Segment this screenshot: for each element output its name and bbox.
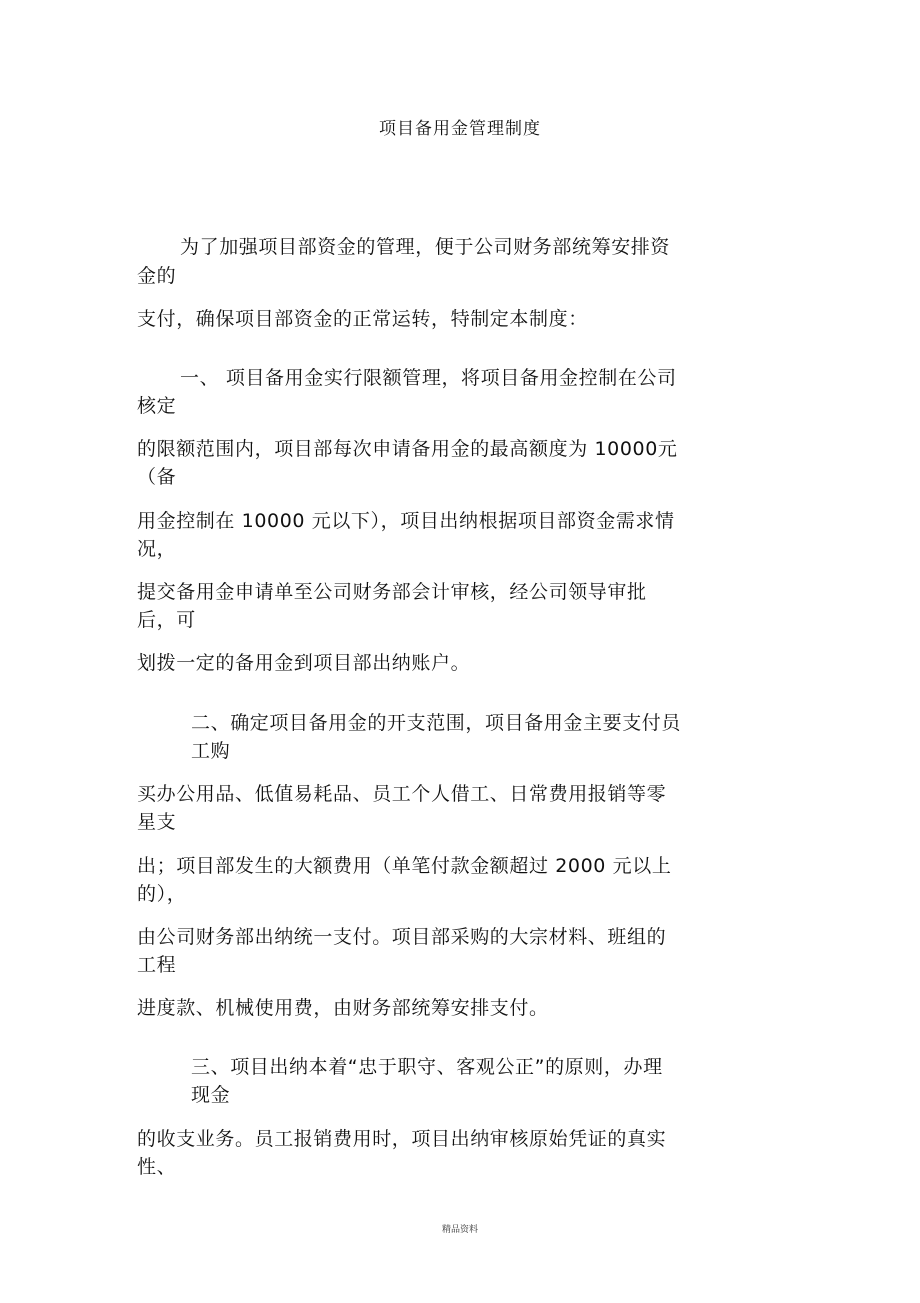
text-line: 金的 [137,265,177,287]
text-line: 提交备用金申请单至公司财务部会计审核，经公司领导审批 [137,581,647,603]
text-line: 的）， [137,883,187,905]
text-line: 进度款、机械使用费，由财务部统筹安排支付。 [137,997,549,1019]
text-line: 星支 [137,811,177,833]
text-line: 况， [137,538,177,560]
text-line: 一、 项目备用金实行限额管理，将项目备用金控制在公司 [180,367,677,389]
text-line: 为了加强项目部资金的管理，便于公司财务部统筹安排资 [180,236,671,258]
text-line: 出；项目部发生的大额费用（单笔付款金额超过 2000 元以上 [137,855,672,877]
text-line: 工购 [191,740,231,762]
text-line: 二、确定项目备用金的开支范围，项目备用金主要支付员 [191,712,682,734]
page-title: 项目备用金管理制度 [379,119,541,139]
text-line: 性、 [137,1156,177,1178]
text-line: 买办公用品、低值易耗品、员工个人借工、日常费用报销等零 [137,783,667,805]
text-line: 支付，确保项目部资金的正常运转，特制定本制度： [137,308,588,330]
text-line: 划拨一定的备用金到项目部出纳账户。 [137,652,471,674]
text-line: 的限额范围内，项目部每次申请备用金的最高额度为 10000元 [137,438,678,460]
text-line: 用金控制在 10000 元以下），项目出纳根据项目部资金需求情 [137,510,675,532]
text-line: 的收支业务。员工报销费用时，项目出纳审核原始凭证的真实 [137,1128,667,1150]
text-line: 后，可 [137,609,196,631]
text-line: 三、项目出纳本着“忠于职守、客观公正”的原则，办理 [191,1056,663,1078]
text-line: （备 [137,466,177,488]
text-line: 由公司财务部出纳统一支付。项目部采购的大宗材料、班组的 [137,926,667,948]
text-line: 现金 [191,1084,231,1106]
page-footer: 精品资料 [441,1225,478,1235]
text-line: 工程 [137,954,177,976]
text-line: 核定 [137,395,177,417]
